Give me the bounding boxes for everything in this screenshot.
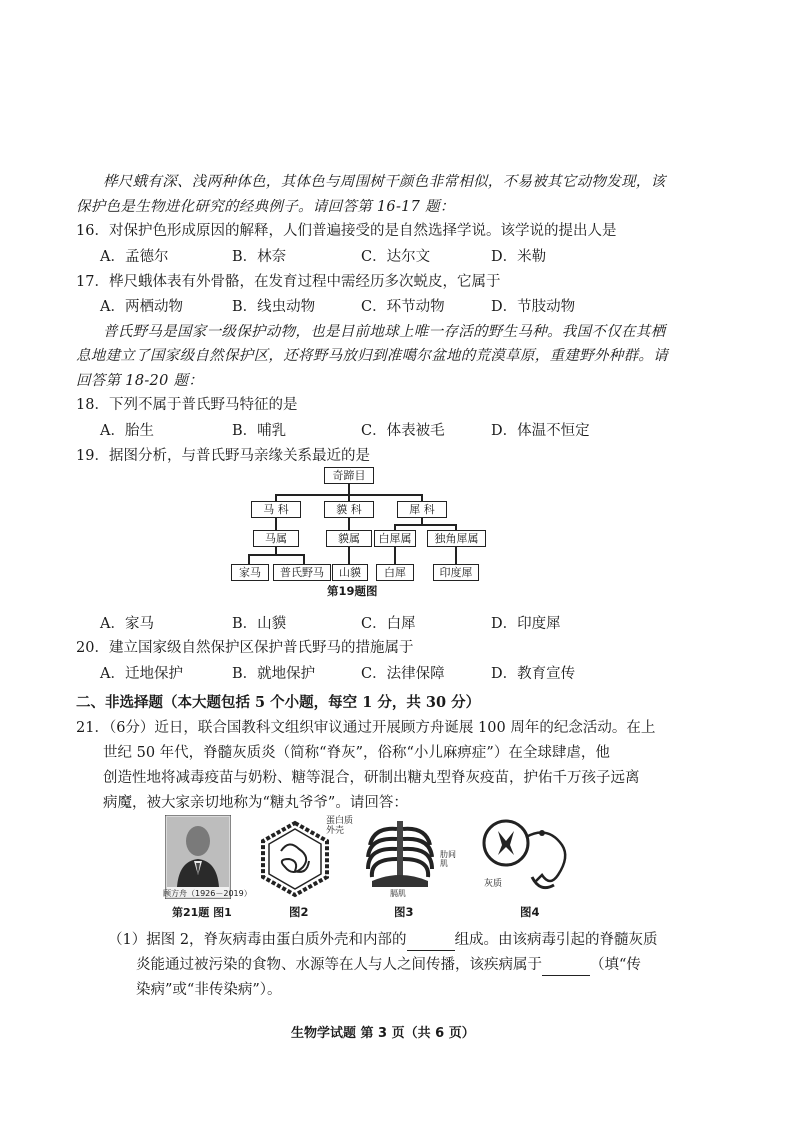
tree-species-mountain-tapir: 山貘 — [332, 564, 368, 581]
tree-connector — [394, 524, 456, 526]
passage-2-line-3: 回答第 18-20 题： — [76, 373, 204, 389]
tree-connector — [248, 554, 250, 564]
tree-genus-tapirus: 貘属 — [326, 530, 372, 547]
tree-genus-ceratotherium: 白犀属 — [374, 530, 416, 547]
passage-1-line-2: 保护色是生物进化研究的经典例子。请回答第 16-17 题： — [76, 199, 455, 215]
tree-genus-rhinoceros: 独角犀属 — [427, 530, 486, 547]
tree-species-indian-rhino: 印度犀 — [433, 564, 479, 581]
q20-option-c: C．法律保障 — [361, 666, 445, 682]
answer-blank-2[interactable] — [542, 955, 590, 976]
q19-option-a: A．家马 — [100, 616, 154, 632]
question-21-1-line-3: 染病”或“非传染病”）。 — [136, 982, 282, 998]
question-21-1-text-b: 组成。由该病毒引起的脊髓灰质 — [454, 932, 658, 948]
question-21-1-line-1 — [108, 930, 658, 951]
q20-option-d: D．教育宣传 — [491, 666, 576, 682]
tree-caption: 第19题图 — [327, 584, 378, 598]
question-21-line-1: 21．（6分）近日，联合国教科文组织审议通过开展顾方舟诞展 100 周年的纪念活动。在上 — [76, 720, 656, 736]
tree-species-przewalski-horse: 普氏野马 — [273, 564, 331, 581]
tree-family-rhino: 犀 科 — [397, 501, 447, 518]
q16-option-d: D．米勒 — [491, 249, 547, 265]
tree-connector — [348, 547, 350, 564]
figure-virus — [255, 815, 335, 903]
section-2-heading: 二、非选择题（本大题包括 5 个小题，每空 1 分，共 30 分） — [76, 694, 481, 711]
question-16-stem: 16．对保护色形成原因的解释，人们普遍接受的是自然选择学说。该学说的提出人是 — [76, 223, 617, 239]
figure-3-caption: 图3 — [394, 905, 414, 919]
tree-connector — [303, 554, 305, 564]
tree-species-domestic-horse: 家马 — [231, 564, 269, 581]
question-20-stem: 20．建立国家级自然保护区保护普氏野马的措施属于 — [76, 640, 414, 656]
figure-portrait — [165, 815, 231, 899]
tree-connector — [348, 484, 350, 494]
figure-3-label-2: 膈肌 — [390, 889, 406, 898]
question-19-stem: 19．据图分析，与普氏野马亲缘关系最近的是 — [76, 448, 370, 464]
q19-option-b: B．山貘 — [232, 616, 287, 632]
question-21-1-line-2 — [136, 955, 641, 976]
q17-option-d: D．节肢动物 — [491, 299, 576, 315]
question-21-line-3: 创造性地将减毒疫苗与奶粉、糖等混合，研制出糖丸型脊灰疫苗，护佑千万孩子远离 — [103, 770, 640, 786]
question-21-line-4: 病魔，被大家亲切地称为“糖丸爷爷”。请回答： — [103, 795, 408, 811]
passage-2-line-2: 息地建立了国家级自然保护区，还将野马放归到准噶尔盆地的荒漠草原，重建野外种群。请 — [76, 348, 668, 364]
question-21-line-2: 世纪 50 年代，脊髓灰质炎（简称“脊灰”，俗称“小儿麻痹症”）在全球肆虐，他 — [103, 745, 610, 761]
figure-1-caption: 第21题 图1 — [172, 906, 232, 919]
figure-3-label: 肋间肌 — [440, 850, 456, 868]
figure-2-label: 蛋白质外壳 — [326, 816, 354, 836]
passage-2-line-1: 普氏野马是国家一级保护动物，也是目前地球上唯一存活的野生马种。我国不仅在其栖 — [103, 324, 666, 340]
tree-connector — [275, 518, 277, 530]
tree-connector — [455, 547, 457, 564]
tree-species-white-rhino: 白犀 — [376, 564, 414, 581]
q20-option-a: A．迁地保护 — [100, 666, 183, 682]
page-footer: 生物学试题 第 3 页（共 6 页） — [291, 1026, 475, 1041]
figure-4-caption: 图4 — [520, 905, 540, 919]
q16-option-c: C．达尔文 — [361, 249, 431, 265]
tree-order: 奇蹄目 — [324, 467, 374, 484]
figure-2-caption: 图2 — [289, 905, 309, 919]
figure-4-label: 灰质 — [484, 879, 503, 889]
tree-connector — [275, 547, 277, 554]
q17-option-b: B．线虫动物 — [232, 299, 316, 315]
tree-connector — [421, 494, 423, 501]
question-18-stem: 18．下列不属于普氏野马特征的是 — [76, 397, 298, 413]
tree-connector — [348, 518, 350, 530]
question-17-stem: 17．桦尺蛾体表有外骨骼，在发育过程中需经历多次蜕皮，它属于 — [76, 274, 501, 290]
q16-option-b: B．林奈 — [232, 249, 287, 265]
q19-option-d: D．印度犀 — [491, 616, 561, 632]
q18-option-b: B．哺乳 — [232, 423, 287, 439]
tree-family-horse: 马 科 — [251, 501, 301, 518]
q18-option-a: A．胎生 — [100, 423, 154, 439]
tree-family-tapir: 貘 科 — [324, 501, 374, 518]
q17-option-a: A．两栖动物 — [100, 299, 183, 315]
q16-option-a: A．孟德尔 — [100, 249, 169, 265]
tree-genus-equus: 马属 — [253, 530, 299, 547]
tree-connector — [275, 494, 277, 501]
figure-1-name: 顾方舟（1926－2019） — [163, 889, 252, 898]
passage-1-line-1: 桦尺蛾有深、浅两种体色，其体色与周围树干颜色非常相似，不易被其它动物发现，该 — [103, 174, 666, 190]
answer-blank-1[interactable] — [407, 930, 455, 951]
question-21-1-text-d: （填“传 — [590, 957, 641, 973]
question-21-1-text-a: （1）据图 2，脊灰病毒由蛋白质外壳和内部的 — [108, 932, 407, 948]
q19-option-c: C．白犀 — [361, 616, 416, 632]
tree-connector — [248, 554, 304, 556]
tree-connector — [348, 494, 350, 501]
q17-option-c: C．环节动物 — [361, 299, 445, 315]
question-21-1-text-c: 炎能通过被污染的食物、水源等在人与人之间传播，该疾病属于 — [136, 957, 542, 973]
q18-option-c: C．体表被毛 — [361, 423, 445, 439]
q20-option-b: B．就地保护 — [232, 666, 316, 682]
q18-option-d: D．体温不恒定 — [491, 423, 590, 439]
tree-connector — [394, 547, 396, 564]
